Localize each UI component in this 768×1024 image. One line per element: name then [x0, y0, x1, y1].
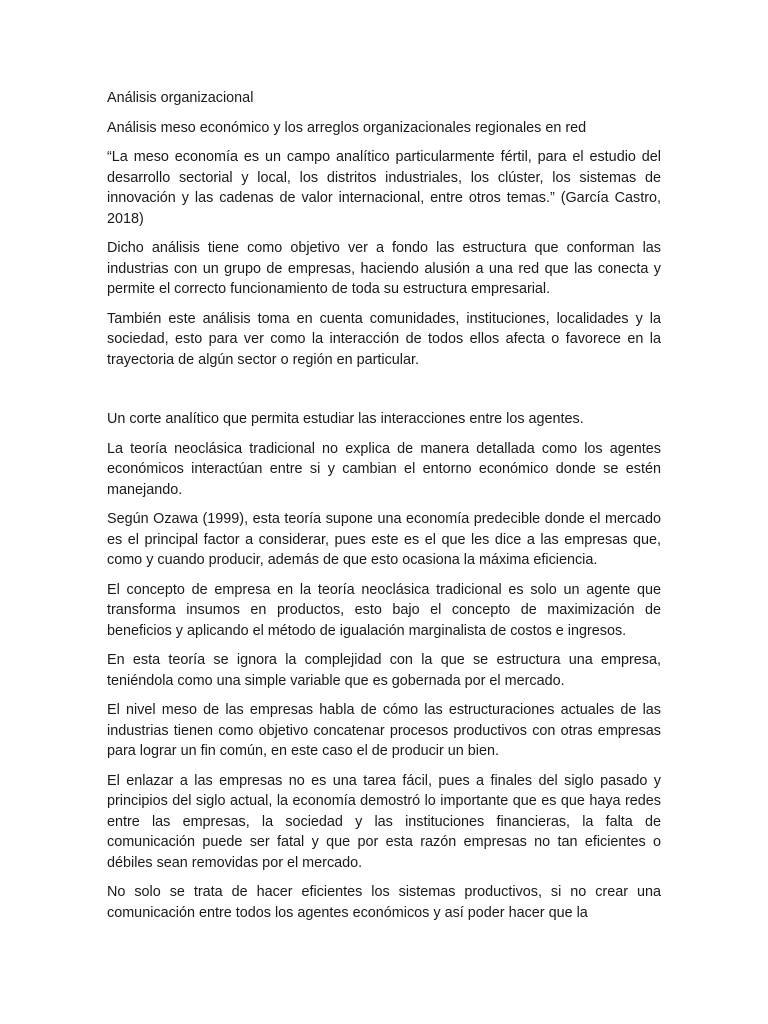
document-page: [107, 88, 661, 932]
paragraph: También este análisis toma en cuenta comunidades, instituciones, localidades y la sociedad, esto para ver como la interacción de todos ellos afecta o favorece en la trayectoria de algún sector o región en particular.: [107, 310, 661, 368]
paragraph: La teoría neoclásica tradicional no explica de manera detallada como los agentes económicos interactúan entre si y cambian el entorno económico donde se estén manejando.: [107, 440, 661, 498]
section-spacer: [107, 379, 661, 409]
paragraph: Según Ozawa (1999), esta teoría supone una economía predecible donde el mercado es el principal factor a considerar, pues este es el que les dice a las empresas que, como y cuando producir, además de que esto ocasiona la máxima eficiencia.: [107, 511, 661, 568]
paragraph: El nivel meso de las empresas habla de cómo las estructuraciones actuales de las industrias tienen como objetivo concatenar procesos productivos con otras empresas para lograr un fin común, en este caso el de producir un bien.: [107, 702, 661, 759]
paragraph: El concepto de empresa en la teoría neoclásica tradicional es solo un agente que transforma insumos en productos, esto bajo el concepto de maximización de beneficios y aplicando el método de igualación marginalista de costos e ingresos.: [107, 581, 661, 639]
section-heading: Un corte analítico que permita estudiar las interacciones entre los agentes.: [107, 411, 584, 427]
paragraph: No solo se trata de hacer eficientes los sistemas productivos, si no crear una comunicación entre todos los agentes económicos y así poder hacer que la: [107, 884, 661, 921]
document-title: Análisis organizacional: [107, 90, 254, 106]
paragraph: En esta teoría se ignora la complejidad con la que se estructura una empresa, teniéndola como una simple variable que es gobernada por el mercado.: [107, 652, 661, 689]
document-subtitle: Análisis meso económico y los arreglos organizacionales regionales en red: [107, 119, 587, 136]
paragraph: El enlazar a las empresas no es una tarea fácil, pues a finales del siglo pasado y principios del siglo actual, la economía demostró lo importante que es que haya redes entre las empresas, la sociedad y las instituciones financieras, la falta de comunicación puede ser fatal y que por esta razón empresas no tan eficientes o débiles sean removidas por el mercado.: [107, 772, 661, 871]
paragraph-quote: “La meso economía es un campo analítico particularmente fértil, para el estudio del desarrollo sectorial y local, los distritos industriales, los clúster, los sistemas de innovación y las cadenas de valor internacional, entre otros temas.” (García Castro, 2018): [107, 149, 661, 227]
paragraph: Dicho análisis tiene como objetivo ver a fondo las estructura que conforman las industrias con un grupo de empresas, haciendo alusión a una red que las conecta y permite el correcto funcionamiento de toda su estructura empresarial.: [107, 240, 661, 297]
